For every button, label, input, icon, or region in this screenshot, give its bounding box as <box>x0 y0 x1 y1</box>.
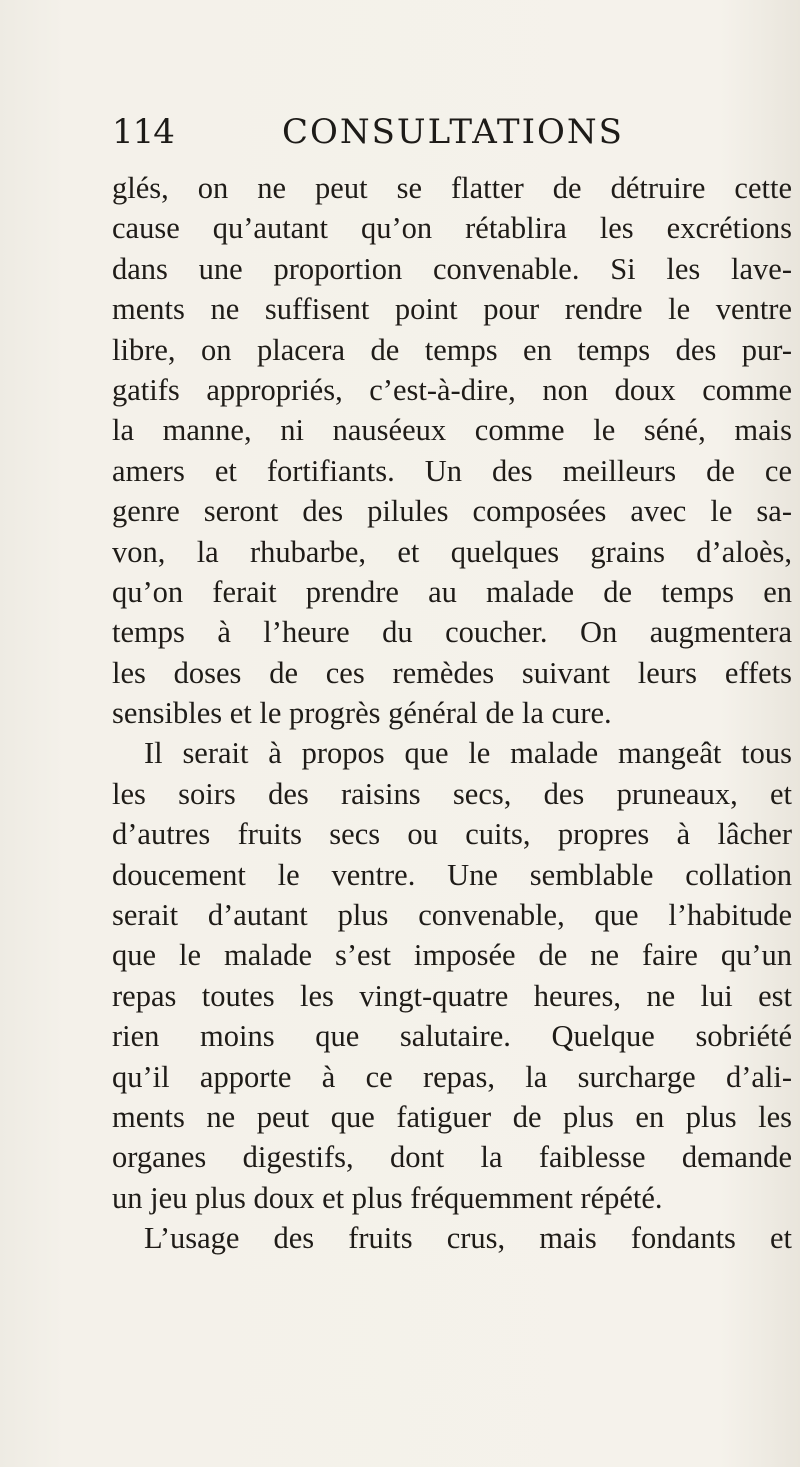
page-number: 114 <box>112 112 174 152</box>
paragraph-start-line: Il serait à propos que le malade mangeât tous <box>144 736 792 771</box>
body-text <box>112 168 792 1259</box>
paragraph-start-line: L’usage des fruits crus, mais fondants et <box>144 1221 792 1256</box>
text-line: d’autres fruits secs ou cuits, propres à lâcher <box>112 817 792 852</box>
running-head: CONSULTATIONS <box>282 112 624 152</box>
text-line: repas toutes les vingt-quatre heures, ne lui est <box>112 978 792 1013</box>
text-line: temps à l’heure du coucher. On augmentera <box>112 615 792 650</box>
text-line: dans une proportion convenable. Si les lave- <box>112 251 792 286</box>
text-line: glés, on ne peut se flatter de détruire cette <box>112 171 792 205</box>
text-line: ments ne suffisent point pour rendre le ventre <box>112 292 792 327</box>
text-line: qu’il apporte à ce repas, la surcharge d’ali- <box>112 1059 792 1094</box>
text-line: genre seront des pilules composées avec le sa- <box>112 494 792 529</box>
text-line: amers et fortifiants. Un des meilleurs de ce <box>112 453 792 488</box>
text-line: serait d’autant plus convenable, que l’habitude <box>112 898 792 933</box>
text-line: cause qu’autant qu’on rétablira les excrétions <box>112 211 792 246</box>
text-line: libre, on placera de temps en temps des pur- <box>112 332 792 367</box>
text-line: ments ne peut que fatiguer de plus en plus les <box>112 1099 792 1134</box>
text-line: les soirs des raisins secs, des pruneaux, et <box>112 776 792 811</box>
text-line: que le malade s’est imposée de ne faire qu’un <box>112 938 792 973</box>
text-line: qu’on ferait prendre au malade de temps en <box>112 574 792 609</box>
text-line: rien moins que salutaire. Quelque sobriété <box>112 1019 792 1054</box>
text-line: la manne, ni nauséeux comme le séné, mais <box>112 413 792 448</box>
text-line: doucement le ventre. Une semblable collation <box>112 857 792 892</box>
text-line: gatifs appropriés, c’est-à-dire, non doux comme <box>112 372 792 407</box>
text-line: sensibles et le progrès général de la cure. <box>112 696 612 731</box>
text-line: organes digestifs, dont la faiblesse demande <box>112 1140 792 1175</box>
text-line: les doses de ces remèdes suivant leurs effets <box>112 655 792 690</box>
page-header <box>112 112 712 152</box>
text-line: von, la rhubarbe, et quelques grains d’aloès, <box>112 534 792 569</box>
text-line: un jeu plus doux et plus fréquemment répété. <box>112 1180 663 1215</box>
